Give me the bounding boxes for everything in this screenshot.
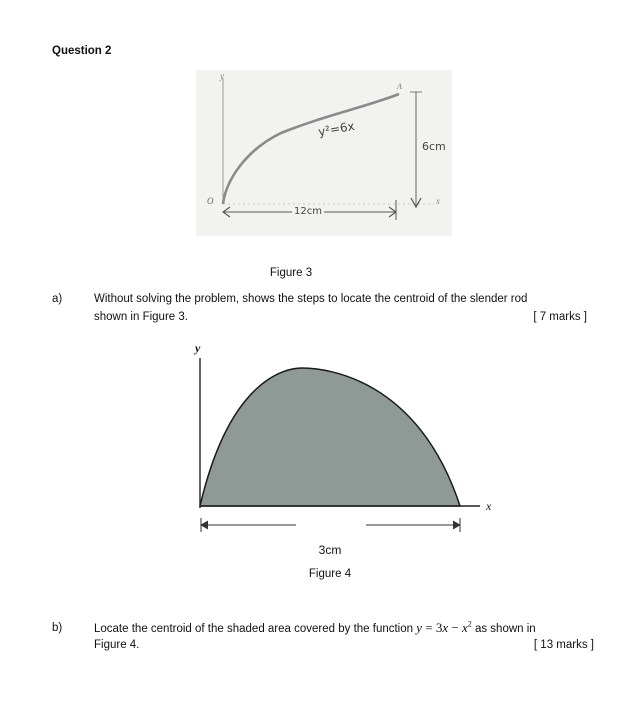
figure-4 (178, 338, 508, 548)
part-b-marks: [ 13 marks ] (533, 639, 594, 651)
figure-3-point-label: A (397, 82, 402, 91)
figure-4-caption: Figure 4 (308, 568, 352, 580)
figure-3-origin-label: O (207, 196, 214, 206)
part-a-marks: [ 7 marks ] (533, 311, 587, 323)
figure-3-drawing (196, 70, 452, 236)
figure-3-y-label: y (220, 71, 224, 81)
slender-rod-curve (223, 94, 399, 204)
dimension-arrow-right (453, 521, 460, 529)
figure-3 (196, 70, 452, 236)
question-title: Question 2 (52, 45, 112, 57)
part-b-text-line-1 (94, 620, 536, 637)
part-a-label: a) (52, 293, 63, 305)
part-b-text-pre: Locate the centroid of the shaded area covered by the function (94, 623, 414, 635)
dimension-arrow-left (201, 521, 208, 529)
part-b-label: b) (52, 622, 63, 634)
part-a-text-line-2: shown in Figure 3. (94, 311, 188, 323)
figure-4-drawing (178, 338, 508, 548)
figure-4-width-label: 3cm (318, 543, 342, 557)
figure-4-y-label: y (195, 341, 201, 355)
part-a-text-line-1: Without solving the problem, shows the steps to locate the centroid of the slender rod (94, 293, 528, 305)
figure-3-width-label: 12cm (294, 206, 322, 217)
figure-3-equation: y²=6x (317, 118, 356, 140)
part-b-text-line-2: Figure 4. (94, 639, 140, 651)
figure-4-x-label: x (486, 499, 492, 513)
figure-3-caption: Figure 3 (269, 267, 313, 279)
figure-3-x-label: x (436, 196, 440, 206)
shaded-area (200, 368, 460, 506)
figure-3-height-label: 6cm (422, 140, 446, 153)
part-b-text-post: as shown in (474, 623, 536, 635)
part-b-equation: $y = 3x - x^2$ (416, 619, 472, 635)
